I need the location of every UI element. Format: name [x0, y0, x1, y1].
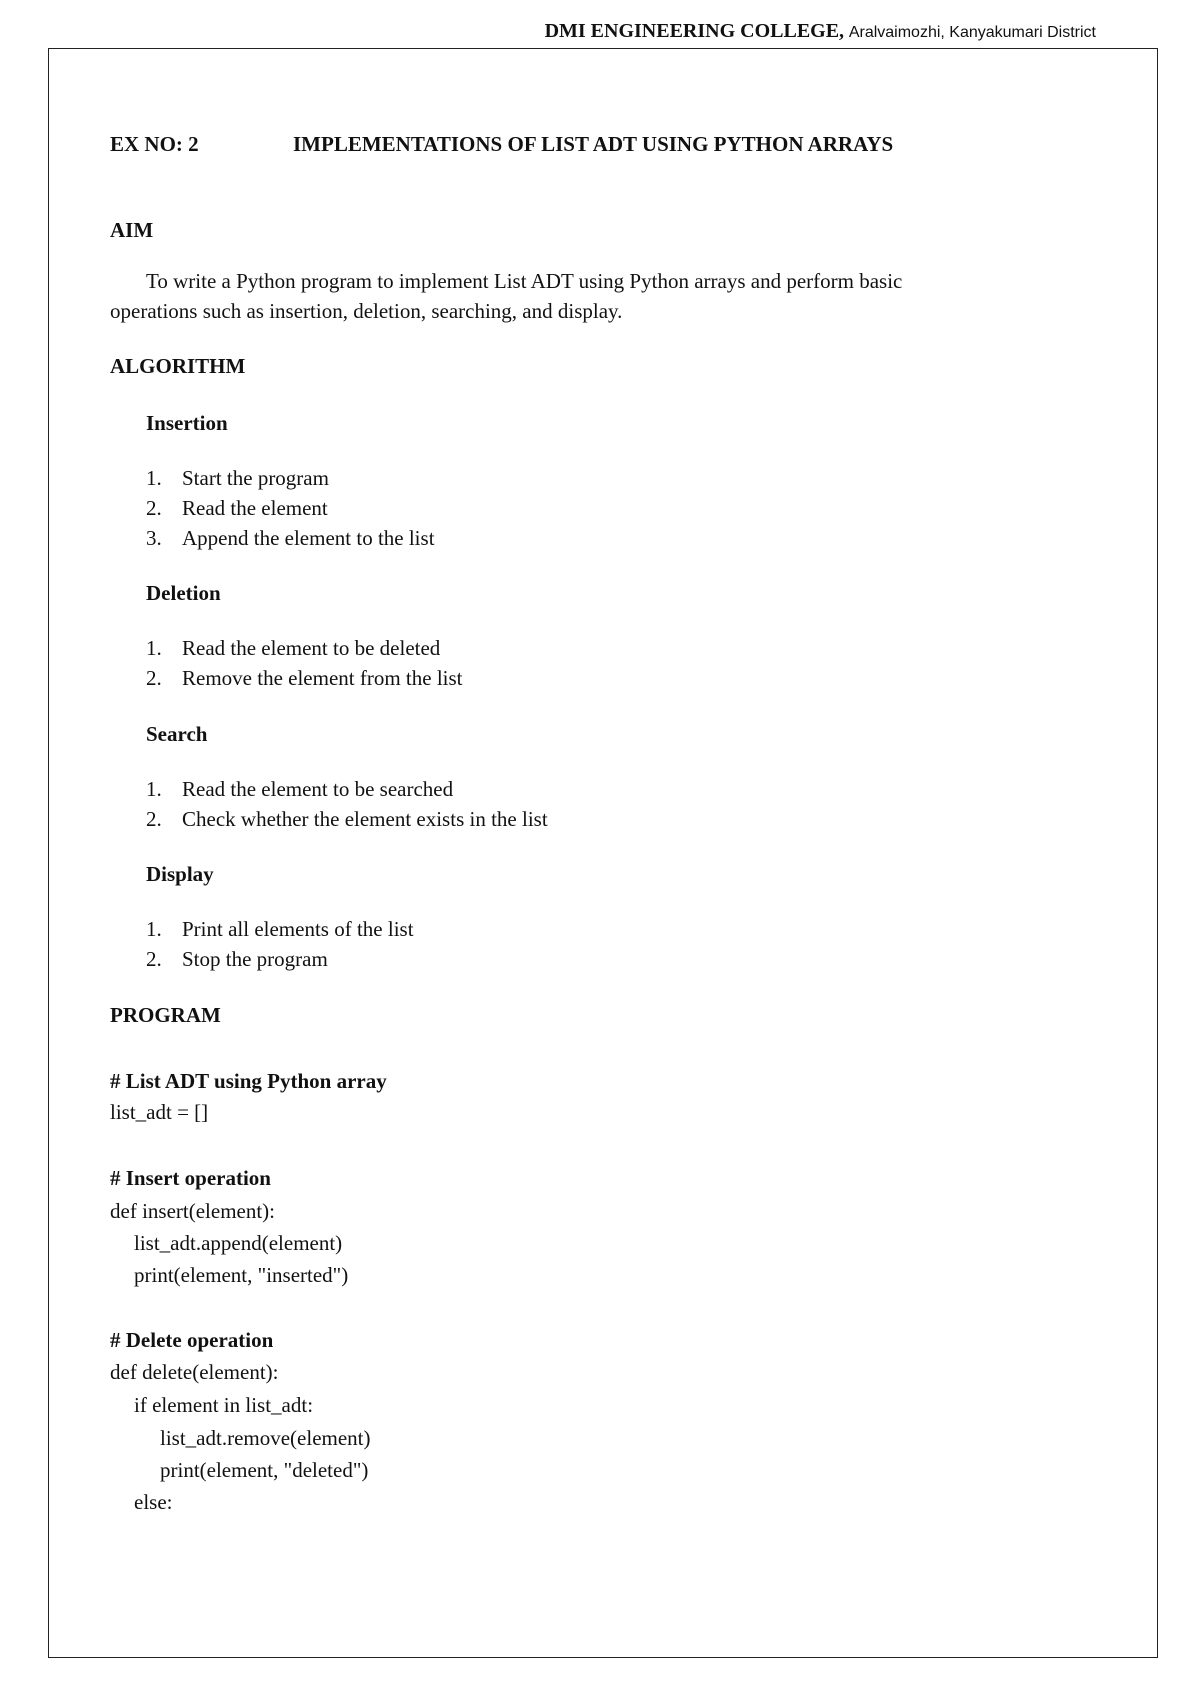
aim-line-1: To write a Python program to implement List ADT using Python arrays and perform basic: [146, 269, 903, 293]
algorithm-section-title: Insertion: [146, 411, 228, 435]
algorithm-step: [146, 468, 329, 489]
code-comment: # List ADT using Python array: [110, 1069, 387, 1093]
algorithm-section-title: Search: [146, 722, 208, 746]
code-line: list_adt.append(element): [134, 1231, 343, 1255]
college-location: Aralvaimozhi, Kanyakumari District: [848, 24, 1096, 41]
algorithm-step: [146, 809, 548, 830]
code-line: list_adt.remove(element): [160, 1426, 371, 1450]
code-line: if element in list_adt:: [134, 1393, 314, 1417]
code-line: def insert(element):: [110, 1199, 276, 1223]
exercise-number: EX NO: 2: [110, 132, 199, 156]
step-text: Append the element to the list: [182, 526, 435, 550]
step-text: Stop the program: [182, 947, 328, 971]
code-line: print(element, "deleted"): [160, 1458, 369, 1482]
step-number: 2.: [146, 807, 162, 831]
step-number: 2.: [146, 947, 162, 971]
algorithm-heading: ALGORITHM: [110, 354, 246, 378]
step-text: Print all elements of the list: [182, 917, 414, 941]
step-number: 1.: [146, 466, 162, 490]
algorithm-step: [146, 779, 453, 800]
algorithm-section-title: Display: [146, 862, 214, 886]
algorithm-step: [146, 528, 435, 549]
aim-line-2: operations such as insertion, deletion, searching, and display.: [110, 299, 623, 323]
algorithm-step: [146, 949, 328, 970]
algorithm-step: [146, 668, 463, 689]
page-header: [545, 20, 1096, 43]
step-number: 1.: [146, 777, 162, 801]
algorithm-step: [146, 498, 328, 519]
code-comment: # Delete operation: [110, 1328, 274, 1352]
program-heading: PROGRAM: [110, 1003, 221, 1027]
code-line: print(element, "inserted"): [134, 1263, 349, 1287]
code-comment: # Insert operation: [110, 1166, 271, 1190]
step-number: 1.: [146, 636, 162, 660]
step-number: 3.: [146, 526, 162, 550]
step-text: Start the program: [182, 466, 329, 490]
step-text: Remove the element from the list: [182, 666, 463, 690]
step-text: Read the element to be searched: [182, 777, 454, 801]
step-text: Read the element to be deleted: [182, 636, 441, 660]
aim-heading: AIM: [110, 218, 154, 242]
algorithm-step: [146, 638, 440, 659]
step-number: 2.: [146, 666, 162, 690]
step-number: 2.: [146, 496, 162, 520]
step-text: Read the element: [182, 496, 328, 520]
code-line: def delete(element):: [110, 1360, 279, 1384]
college-name: DMI ENGINEERING COLLEGE,: [544, 20, 845, 42]
code-line: else:: [134, 1490, 173, 1514]
code-line: list_adt = []: [110, 1100, 209, 1124]
exercise-title: IMPLEMENTATIONS OF LIST ADT USING PYTHON ARRAYS: [293, 132, 894, 156]
algorithm-section-title: Deletion: [146, 581, 221, 605]
step-number: 1.: [146, 917, 162, 941]
step-text: Check whether the element exists in the list: [182, 807, 548, 831]
algorithm-step: [146, 919, 414, 940]
